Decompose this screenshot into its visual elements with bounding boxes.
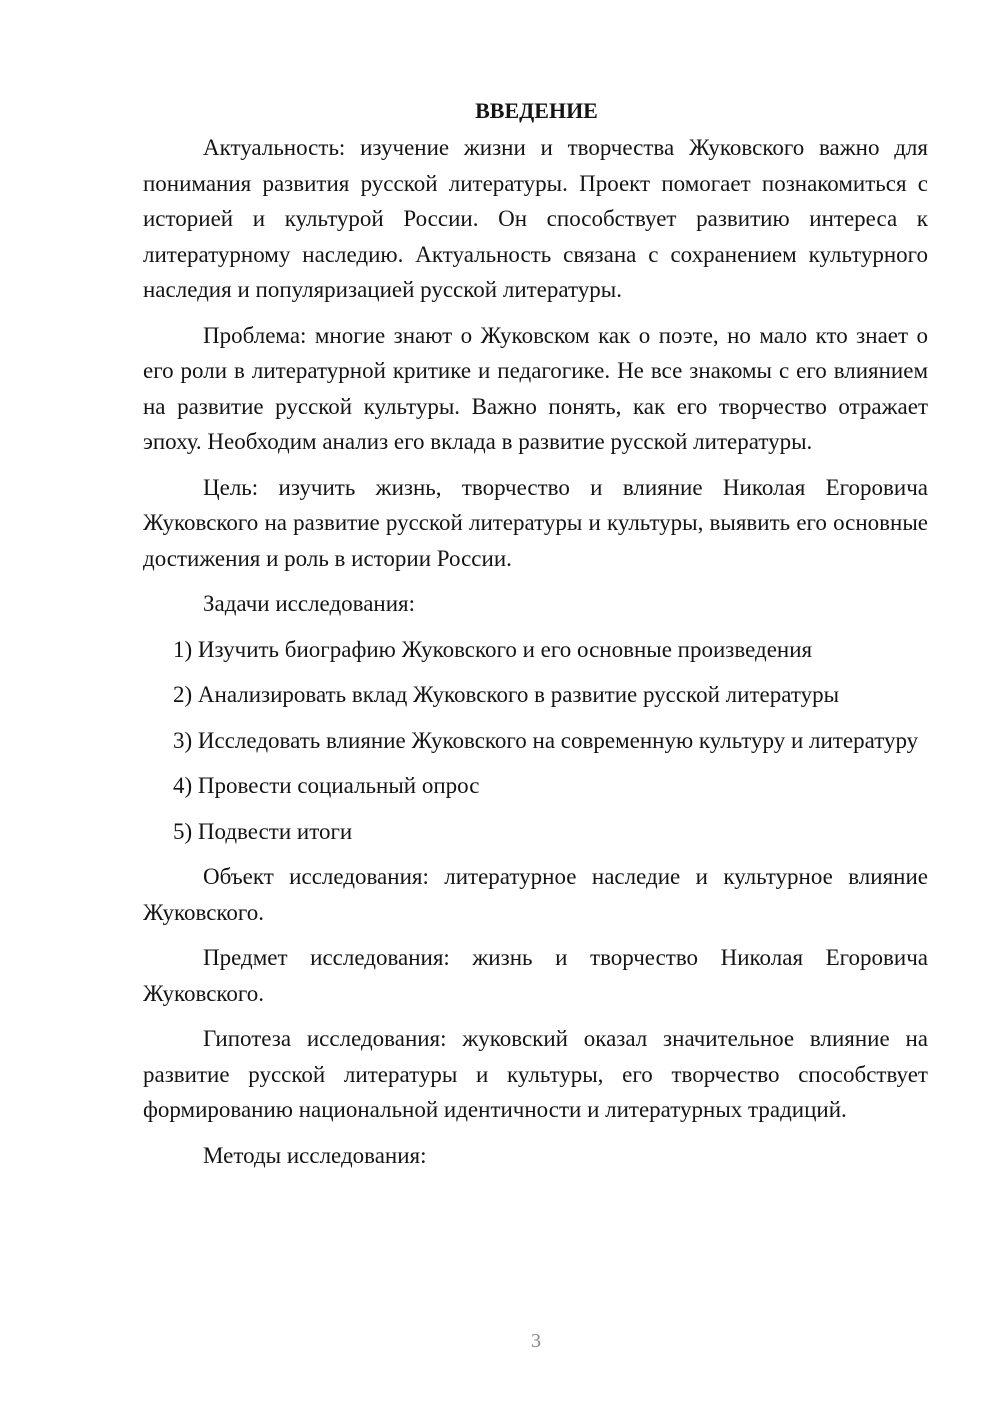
page-content <box>143 93 928 1183</box>
hypothesis-paragraph: Гипотеза исследования: жуковский оказал значительное влияние на развитие русской литературы и культуры, его творчество способствует формированию национальной идентичности и литературных традиций. <box>143 1026 928 1122</box>
task-item: 4) Провести социальный опрос <box>173 773 480 798</box>
task-item: 2) Анализировать вклад Жуковского в развитие русской литературы <box>173 682 840 707</box>
object-paragraph: Объект исследования: литературное наследие и культурное влияние Жуковского. <box>143 864 928 925</box>
section-heading: ВВЕДЕНИЕ <box>475 98 598 123</box>
tasks-title: Задачи исследования: <box>203 591 416 616</box>
task-item: 3) Исследовать влияние Жуковского на современную культуру и литературу <box>173 727 919 753</box>
page-number: 3 <box>531 1330 541 1352</box>
relevance-paragraph: Актуальность: изучение жизни и творчества Жуковского важно для понимания развития русской литературы. Проект помогает познакомиться с историей и культурой России. Он способствует развитию интереса к литературному наследию. Актуальность связана с сохранением культурного наследия и популяризацией русской литературы. <box>143 135 928 302</box>
task-item: 1) Изучить биографию Жуковского и его основные произведения <box>173 636 813 662</box>
goal-paragraph: Цель: изучить жизнь, творчество и влияние Николая Егоровича Жуковского на развитие русской литературы и культуры, выявить его основные достижения и роль в истории России. <box>143 474 928 571</box>
problem-paragraph: Проблема: многие знают о Жуковском как о поэте, но мало кто знает о его роли в литературной критике и педагогике. Не все знакомы с его влиянием на развитие русской культуры. Важно понять, как его творчество отражает эпоху. Необходим анализ его вклада в развитие русской литературы. <box>143 322 928 454</box>
subject-paragraph: Предмет исследования: жизнь и творчество Николая Егоровича Жуковского. <box>143 945 928 1006</box>
task-item: 5) Подвести итоги <box>173 818 353 844</box>
methods-title: Методы исследования: <box>203 1142 427 1168</box>
